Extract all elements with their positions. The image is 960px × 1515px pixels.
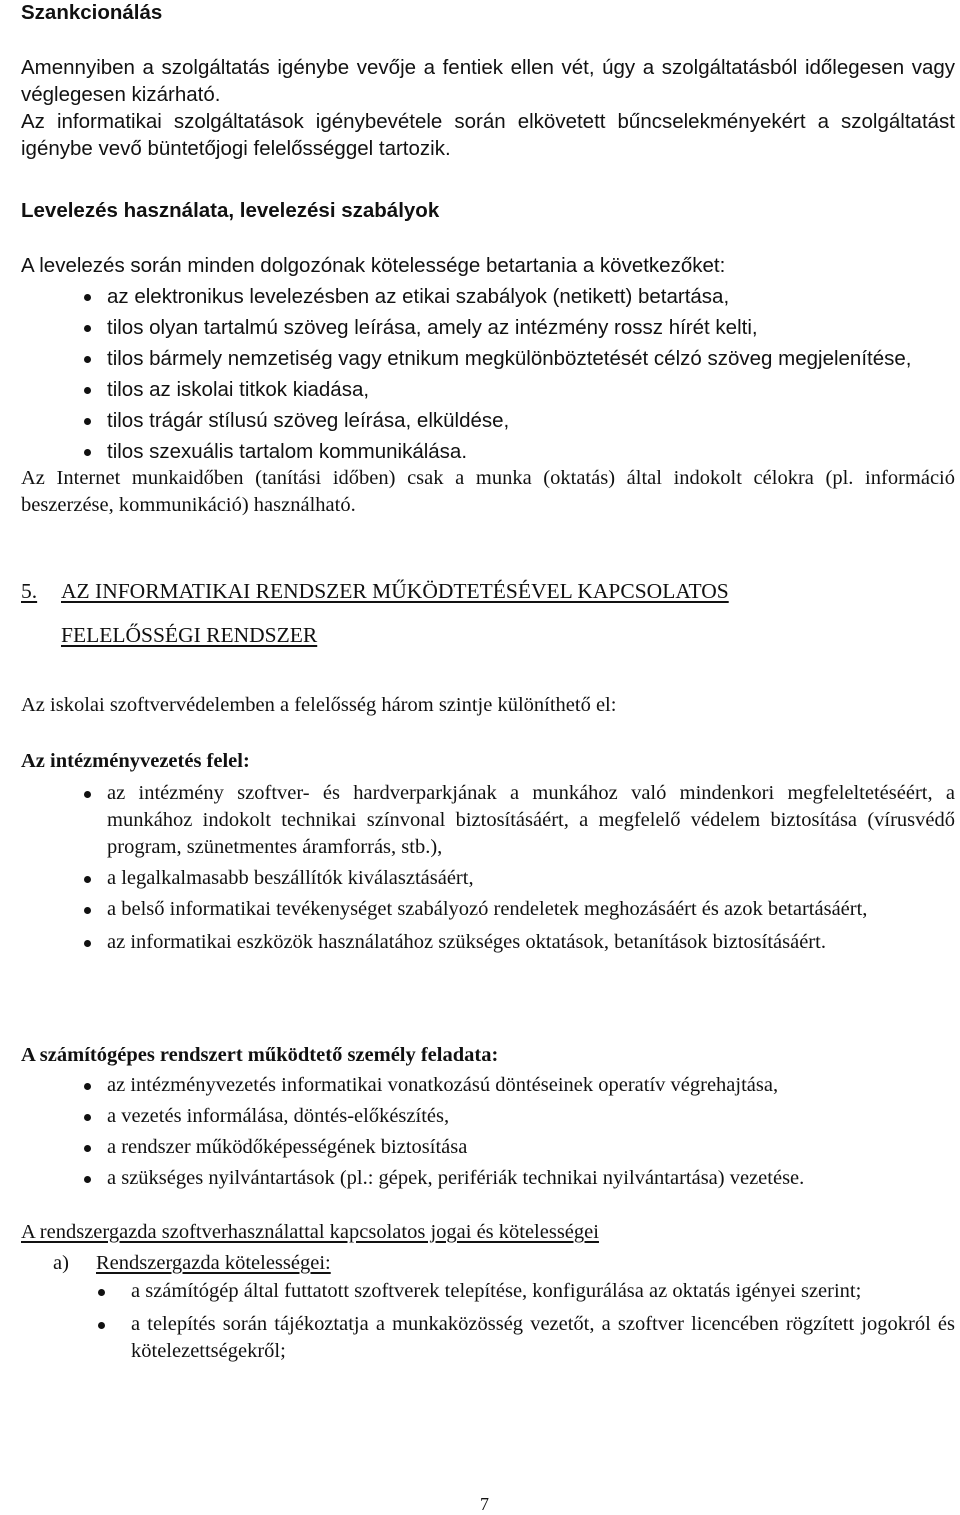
list-item-text: az elektronikus levelezésben az etikai szabályok (netikett) betartása,	[107, 285, 730, 308]
list-item-text: az informatikai eszközök használatához szükséges oktatások, betanítások biztosításáért.	[107, 931, 826, 953]
list-item	[21, 1103, 955, 1130]
list-item-text: tilos trágár stílusú szöveg leírása, elküldése,	[107, 409, 510, 432]
intezmenyvezetes-list	[21, 780, 955, 956]
list-item-text: tilos az iskolai titkok kiadása,	[107, 378, 370, 401]
sankcionalas-para1: Amennyiben a szolgáltatás igénybe vevője a fentiek ellen vét, úgy a szolgáltatásból időlegesen vagy véglegesen kizárható.	[21, 56, 955, 106]
list-item	[21, 929, 955, 956]
levelezes-intro: A levelezés során minden dolgozónak kötelessége betartania a következőket:	[21, 254, 726, 277]
section5-title-line1: AZ INFORMATIKAI RENDSZER MŰKÖDTETÉSÉVEL KAPCSOLATOS	[61, 579, 729, 603]
levelezes-internet: Az Internet munkaidőben (tanítási időben) csak a munka (oktatás) által indokolt célokra (pl. információ beszerzése, kommunikáció) használható.	[21, 467, 955, 516]
list-item	[21, 1134, 955, 1161]
intezmenyvezetes-heading: Az intézményvezetés felel:	[21, 750, 250, 772]
list-item	[21, 438, 955, 465]
mukodteto-heading: A számítógépes rendszert működtető személy feladata:	[21, 1044, 499, 1066]
list-item-text: a számítógép által futtatott szoftverek telepítése, konfigurálása az oktatás igényei szerint;	[131, 1280, 862, 1302]
page-number: 7	[480, 1494, 489, 1514]
list-item	[21, 865, 955, 892]
list-item-text: tilos olyan tartalmú szöveg leírása, amely az intézmény rossz hírét kelti,	[107, 316, 758, 339]
list-item	[21, 314, 955, 341]
list-item-text: a vezetés informálása, döntés-előkészítés,	[107, 1105, 450, 1127]
list-item	[21, 780, 955, 861]
list-item-text: a telepítés során tájékoztatja a munkaközösség vezetőt, a szoftver licencében rögzített jogokról és kötelezettségekről;	[131, 1313, 955, 1362]
list-item-text: tilos szexuális tartalom kommunikálása.	[107, 440, 468, 463]
list-item	[21, 1072, 955, 1099]
section5-title-line2: FELELŐSSÉGI RENDSZER	[61, 623, 318, 647]
list-item	[21, 1311, 955, 1365]
list-item	[21, 345, 955, 372]
levelezes-body	[21, 252, 955, 519]
levelezes-list	[21, 283, 955, 465]
list-item	[21, 283, 955, 310]
list-item-text: az intézményvezetés informatikai vonatkozású döntéseinek operatív végrehajtása,	[107, 1074, 779, 1096]
list-item	[21, 896, 955, 923]
rendszergazda-heading: A rendszergazda szoftverhasználattal kapcsolatos jogai és kötelességei	[21, 1221, 599, 1243]
rendszergazda-sub-marker: a)	[53, 1252, 69, 1274]
list-item-text: az intézmény szoftver- és hardverparkjának a munkához való mindenkori megfeleltetéséért, a munkához indokolt technikai színvonal biztosításáért, a megfelelő védelem biztosítása (vírusvédő program, szünetmentes áramforrás, stb.),	[107, 782, 955, 858]
list-item-text: a szükséges nyilvántartások (pl.: gépek, perifériák technikai nyilvántartása) vezetése.	[107, 1167, 805, 1189]
sankcionalas-body	[21, 54, 955, 162]
rendszergazda-sub-heading: Rendszergazda kötelességei:	[96, 1252, 331, 1274]
list-item	[21, 376, 955, 403]
list-item	[21, 1278, 955, 1305]
section5-number: 5.	[21, 579, 38, 603]
sankcionalas-para2: Az informatikai szolgáltatások igénybevétele során elkövetett bűncselekményekért a szolgáltatást igénybe vevő büntetőjogi felelősséggel tartozik.	[21, 110, 955, 160]
list-item-text: a rendszer működőképességének biztosítása	[107, 1136, 468, 1158]
list-item	[21, 1165, 955, 1192]
levelezes-heading: Levelezés használata, levelezési szabályok	[21, 199, 440, 222]
section5-intro: Az iskolai szoftvervédelemben a felelősség három szintje különíthető el:	[21, 694, 617, 716]
list-item-text: a belső informatikai tevékenységet szabályozó rendeletek meghozásáért és azok betartásáért,	[107, 898, 868, 920]
rendszergazda-list	[21, 1278, 955, 1365]
list-item-text: tilos bármely nemzetiség vagy etnikum megkülönböztetését célzó szöveg megjelenítése,	[107, 347, 912, 370]
list-item-text: a legalkalmasabb beszállítók kiválasztásáért,	[107, 867, 474, 889]
sankcionalas-heading: Szankcionálás	[21, 1, 163, 24]
mukodteto-list	[21, 1072, 955, 1192]
list-item	[21, 407, 955, 434]
